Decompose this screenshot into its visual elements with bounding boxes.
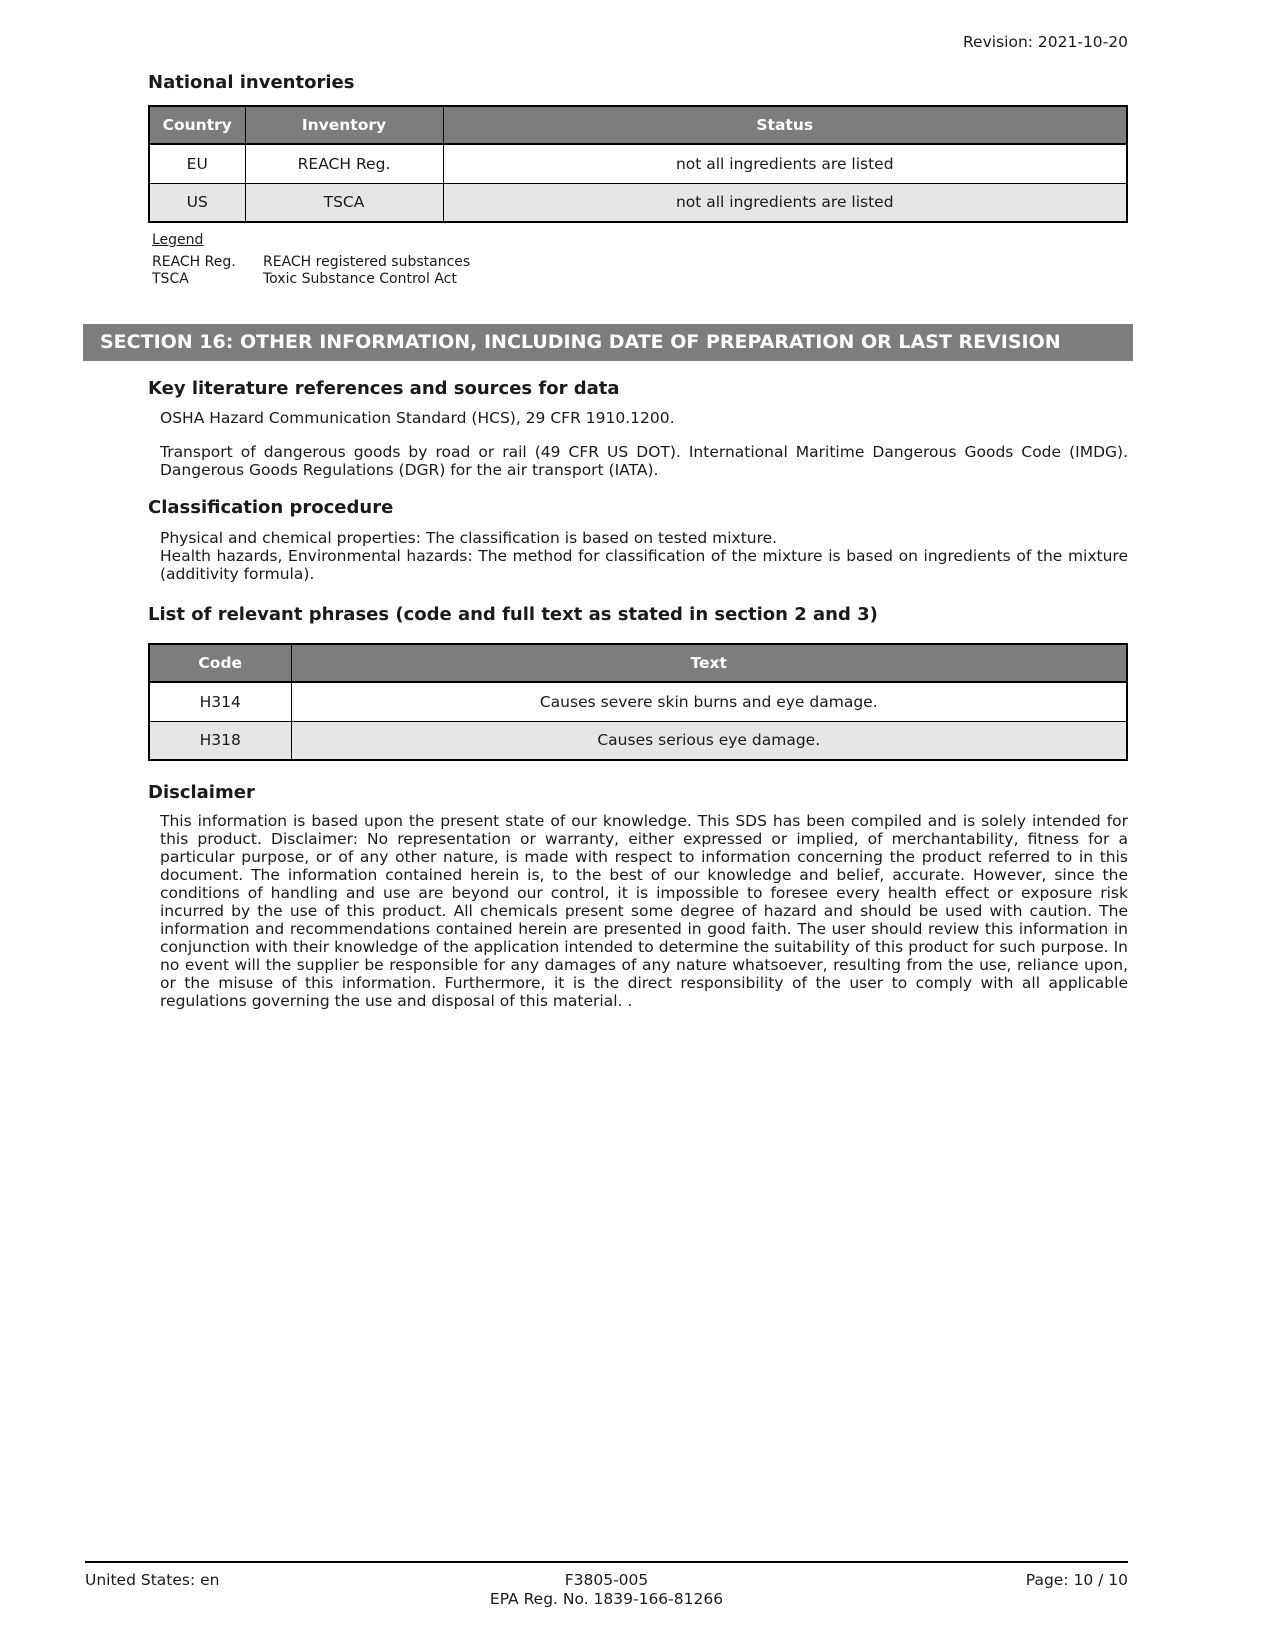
key-literature-heading: Key literature references and sources for data [148, 378, 620, 399]
disclaimer-heading: Disclaimer [148, 782, 255, 803]
page-content [83, 64, 1133, 1010]
column-header-code: Code [149, 644, 291, 682]
legend-definition: REACH registered substances [263, 254, 471, 270]
national-inventories-heading: National inventories [148, 72, 355, 93]
legend-term: TSCA [152, 271, 189, 287]
footer-epa-reg-number: EPA Reg. No. 1839-166-81266 [489, 1590, 724, 1608]
column-header-inventory: Inventory [245, 106, 443, 144]
legend-entry [152, 271, 1133, 288]
relevant-phrases-heading: List of relevant phrases (code and full text as stated in section 2 and 3) [148, 604, 878, 625]
key-literature-paragraph: OSHA Hazard Communication Standard (HCS), 29 CFR 1910.1200. [160, 409, 675, 427]
inventory-cell: REACH Reg. [245, 144, 443, 183]
section-16-header: SECTION 16: OTHER INFORMATION, INCLUDING DATE OF PREPARATION OR LAST REVISION [83, 324, 1133, 361]
classification-procedure-text [160, 529, 1128, 583]
legend [152, 232, 1133, 288]
status-cell: not all ingredients are listed [443, 183, 1127, 222]
status-cell: not all ingredients are listed [443, 144, 1127, 183]
national-inventories-table [148, 105, 1128, 223]
inventory-cell: TSCA [245, 183, 443, 222]
table-row [149, 721, 1127, 760]
legend-title: Legend [152, 232, 204, 248]
table-row [149, 183, 1127, 222]
table-header-row [149, 106, 1127, 144]
classification-line: Health hazards, Environmental hazards: The method for classification of the mixture is based on ingredients of the mixture (additivity formula). [160, 547, 1128, 583]
country-cell: US [149, 183, 245, 222]
disclaimer-text: This information is based upon the present state of our knowledge. This SDS has been compiled and is solely intended for this product. Disclaimer: No representation or warranty, either expressed or implied, of merchantability, fitness for a particular purpose, or of any other nature, is made with respect to information concerning the product referred to in this document. The information contained herein is, to the best of our knowledge and belief, accurate. However, since the conditions of handling and use are beyond our control, it is impossible to foresee every health effect or exposure risk incurred by the use of this product. All chemicals present some degree of hazard and should be used with caution. The information and recommendations contained herein are presented in good faith. The user should review this information in conjunction with their knowledge of the application intended to determine the suitability of this product for such purpose. In no event will the supplier be responsible for any damages of any nature whatsoever, resulting from the use, reliance upon, or the misuse of this information. Furthermore, it is the direct responsibility of the user to comply with all applicable regulations governing the use and disposal of this material. . [160, 812, 1128, 1010]
classification-line: Physical and chemical properties: The classification is based on tested mixture. [160, 529, 778, 547]
phrase-code-cell: H314 [149, 682, 291, 721]
phrase-code-cell: H318 [149, 721, 291, 760]
column-header-text: Text [291, 644, 1127, 682]
phrase-text-cell: Causes serious eye damage. [291, 721, 1127, 760]
phrase-text-cell: Causes severe skin burns and eye damage. [291, 682, 1127, 721]
column-header-status: Status [443, 106, 1127, 144]
table-row [149, 682, 1127, 721]
footer-product-id [85, 1571, 1128, 1609]
country-cell: EU [149, 144, 245, 183]
table-row [149, 144, 1127, 183]
legend-definition: Toxic Substance Control Act [263, 271, 457, 287]
column-header-country: Country [149, 106, 245, 144]
key-literature-paragraph: Transport of dangerous goods by road or rail (49 CFR US DOT). International Maritime Dangerous Goods Code (IMDG). Dangerous Goods Regulations (DGR) for the air transport (IATA). [160, 443, 1128, 479]
footer-locale: United States: en [85, 1571, 220, 1589]
classification-procedure-heading: Classification procedure [148, 497, 394, 518]
legend-entry [152, 254, 1133, 271]
footer-product-code: F3805-005 [564, 1571, 649, 1589]
legend-term: REACH Reg. [152, 254, 236, 270]
revision-date: Revision: 2021-10-20 [962, 33, 1128, 51]
footer-page-number: Page: 10 / 10 [1025, 1571, 1128, 1589]
table-header-row [149, 644, 1127, 682]
footer-divider [85, 1561, 1128, 1563]
relevant-phrases-table [148, 643, 1128, 761]
